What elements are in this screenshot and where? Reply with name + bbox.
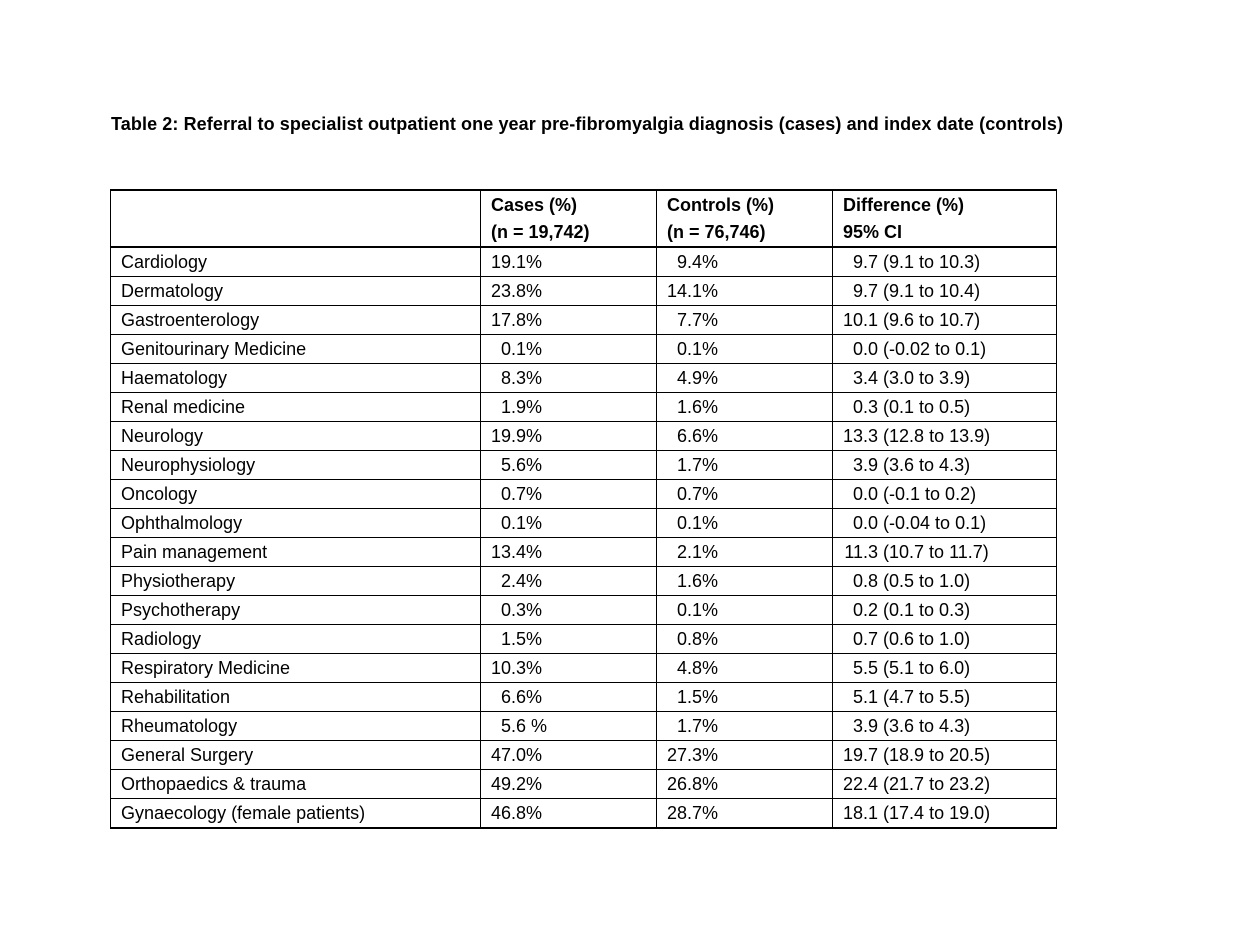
- difference-cell: 0.3 (0.1 to 0.5): [833, 393, 1057, 422]
- difference-cell: 3.4 (3.0 to 3.9): [833, 364, 1057, 393]
- difference-cell: 22.4 (21.7 to 23.2): [833, 770, 1057, 799]
- controls-cell: 9.4%: [657, 247, 833, 277]
- cases-cell: 1.9%: [481, 393, 657, 422]
- column-header-cases: [481, 190, 657, 247]
- table-row: [111, 741, 1057, 770]
- controls-cell: 1.6%: [657, 567, 833, 596]
- specialty-cell: Orthopaedics & trauma: [111, 770, 481, 799]
- table-row: [111, 335, 1057, 364]
- specialty-cell: Ophthalmology: [111, 509, 481, 538]
- table-row: [111, 451, 1057, 480]
- cases-cell: 2.4%: [481, 567, 657, 596]
- controls-cell: 28.7%: [657, 799, 833, 829]
- cases-cell: 0.1%: [481, 509, 657, 538]
- specialty-cell: Haematology: [111, 364, 481, 393]
- controls-cell: 0.1%: [657, 596, 833, 625]
- controls-cell: 26.8%: [657, 770, 833, 799]
- difference-cell: 3.9 (3.6 to 4.3): [833, 712, 1057, 741]
- difference-cell: 0.0 (-0.02 to 0.1): [833, 335, 1057, 364]
- table-row: [111, 683, 1057, 712]
- table-row: [111, 509, 1057, 538]
- cases-cell: 19.9%: [481, 422, 657, 451]
- difference-cell: 13.3 (12.8 to 13.9): [833, 422, 1057, 451]
- cases-cell: 10.3%: [481, 654, 657, 683]
- cases-cell: 13.4%: [481, 538, 657, 567]
- table-row: [111, 538, 1057, 567]
- specialty-cell: Rheumatology: [111, 712, 481, 741]
- controls-cell: 0.1%: [657, 335, 833, 364]
- specialty-cell: Gastroenterology: [111, 306, 481, 335]
- controls-cell: 0.8%: [657, 625, 833, 654]
- cases-cell: 46.8%: [481, 799, 657, 829]
- difference-cell: 19.7 (18.9 to 20.5): [833, 741, 1057, 770]
- controls-cell: 4.8%: [657, 654, 833, 683]
- table-row: [111, 770, 1057, 799]
- column-header-cases-line1: Cases (%): [491, 195, 578, 215]
- controls-cell: 14.1%: [657, 277, 833, 306]
- difference-cell: 9.7 (9.1 to 10.4): [833, 277, 1057, 306]
- specialty-cell: Physiotherapy: [111, 567, 481, 596]
- difference-cell: 0.7 (0.6 to 1.0): [833, 625, 1057, 654]
- cases-cell: 17.8%: [481, 306, 657, 335]
- cases-cell: 19.1%: [481, 247, 657, 277]
- table-row: [111, 480, 1057, 509]
- table-row: [111, 306, 1057, 335]
- header-row: [111, 190, 1057, 247]
- cases-cell: 47.0%: [481, 741, 657, 770]
- column-header-controls: [657, 190, 833, 247]
- table-row: [111, 654, 1057, 683]
- table-row: [111, 712, 1057, 741]
- difference-cell: 18.1 (17.4 to 19.0): [833, 799, 1057, 829]
- specialty-cell: Rehabilitation: [111, 683, 481, 712]
- difference-cell: 9.7 (9.1 to 10.3): [833, 247, 1057, 277]
- controls-cell: 27.3%: [657, 741, 833, 770]
- difference-cell: 10.1 (9.6 to 10.7): [833, 306, 1057, 335]
- cases-cell: 0.7%: [481, 480, 657, 509]
- specialty-cell: Neurophysiology: [111, 451, 481, 480]
- column-header-cases-line2: (n = 19,742): [491, 222, 590, 242]
- table-row: [111, 364, 1057, 393]
- specialty-cell: Genitourinary Medicine: [111, 335, 481, 364]
- table-row: [111, 625, 1057, 654]
- difference-cell: 0.2 (0.1 to 0.3): [833, 596, 1057, 625]
- column-header-controls-line1: Controls (%): [667, 195, 774, 215]
- specialty-cell: Oncology: [111, 480, 481, 509]
- cases-cell: 6.6%: [481, 683, 657, 712]
- difference-cell: 0.0 (-0.04 to 0.1): [833, 509, 1057, 538]
- cases-cell: 49.2%: [481, 770, 657, 799]
- cases-cell: 0.3%: [481, 596, 657, 625]
- difference-cell: 0.0 (-0.1 to 0.2): [833, 480, 1057, 509]
- specialty-cell: Renal medicine: [111, 393, 481, 422]
- specialty-cell: General Surgery: [111, 741, 481, 770]
- specialty-cell: Neurology: [111, 422, 481, 451]
- controls-cell: 7.7%: [657, 306, 833, 335]
- column-header-specialty: [111, 190, 481, 247]
- table-row: [111, 277, 1057, 306]
- cases-cell: 5.6 %: [481, 712, 657, 741]
- column-header-controls-line2: (n = 76,746): [667, 222, 766, 242]
- referral-table: [110, 189, 1057, 829]
- specialty-cell: Psychotherapy: [111, 596, 481, 625]
- specialty-cell: Gynaecology (female patients): [111, 799, 481, 829]
- controls-cell: 0.7%: [657, 480, 833, 509]
- difference-cell: 5.1 (4.7 to 5.5): [833, 683, 1057, 712]
- cases-cell: 1.5%: [481, 625, 657, 654]
- specialty-cell: Respiratory Medicine: [111, 654, 481, 683]
- controls-cell: 0.1%: [657, 509, 833, 538]
- controls-cell: 1.7%: [657, 712, 833, 741]
- column-header-difference-line1: Difference (%): [843, 195, 965, 215]
- difference-cell: 0.8 (0.5 to 1.0): [833, 567, 1057, 596]
- cases-cell: 8.3%: [481, 364, 657, 393]
- column-header-difference: [833, 190, 1057, 247]
- table-row: [111, 422, 1057, 451]
- controls-cell: 1.6%: [657, 393, 833, 422]
- difference-cell: 3.9 (3.6 to 4.3): [833, 451, 1057, 480]
- table-row: [111, 567, 1057, 596]
- table-row: [111, 596, 1057, 625]
- table-row: [111, 799, 1057, 829]
- controls-cell: 2.1%: [657, 538, 833, 567]
- specialty-cell: Dermatology: [111, 277, 481, 306]
- difference-cell: 5.5 (5.1 to 6.0): [833, 654, 1057, 683]
- specialty-cell: Radiology: [111, 625, 481, 654]
- table-caption: Table 2: Referral to specialist outpatient one year pre-fibromyalgia diagnosis (cases) and index date (controls): [111, 114, 1064, 134]
- controls-cell: 4.9%: [657, 364, 833, 393]
- cases-cell: 23.8%: [481, 277, 657, 306]
- table-row: [111, 393, 1057, 422]
- cases-cell: 5.6%: [481, 451, 657, 480]
- table-row: [111, 247, 1057, 277]
- controls-cell: 1.7%: [657, 451, 833, 480]
- controls-cell: 1.5%: [657, 683, 833, 712]
- specialty-cell: Pain management: [111, 538, 481, 567]
- difference-cell: 11.3 (10.7 to 11.7): [833, 538, 1057, 567]
- controls-cell: 6.6%: [657, 422, 833, 451]
- cases-cell: 0.1%: [481, 335, 657, 364]
- specialty-cell: Cardiology: [111, 247, 481, 277]
- column-header-difference-line2: 95% CI: [843, 222, 903, 242]
